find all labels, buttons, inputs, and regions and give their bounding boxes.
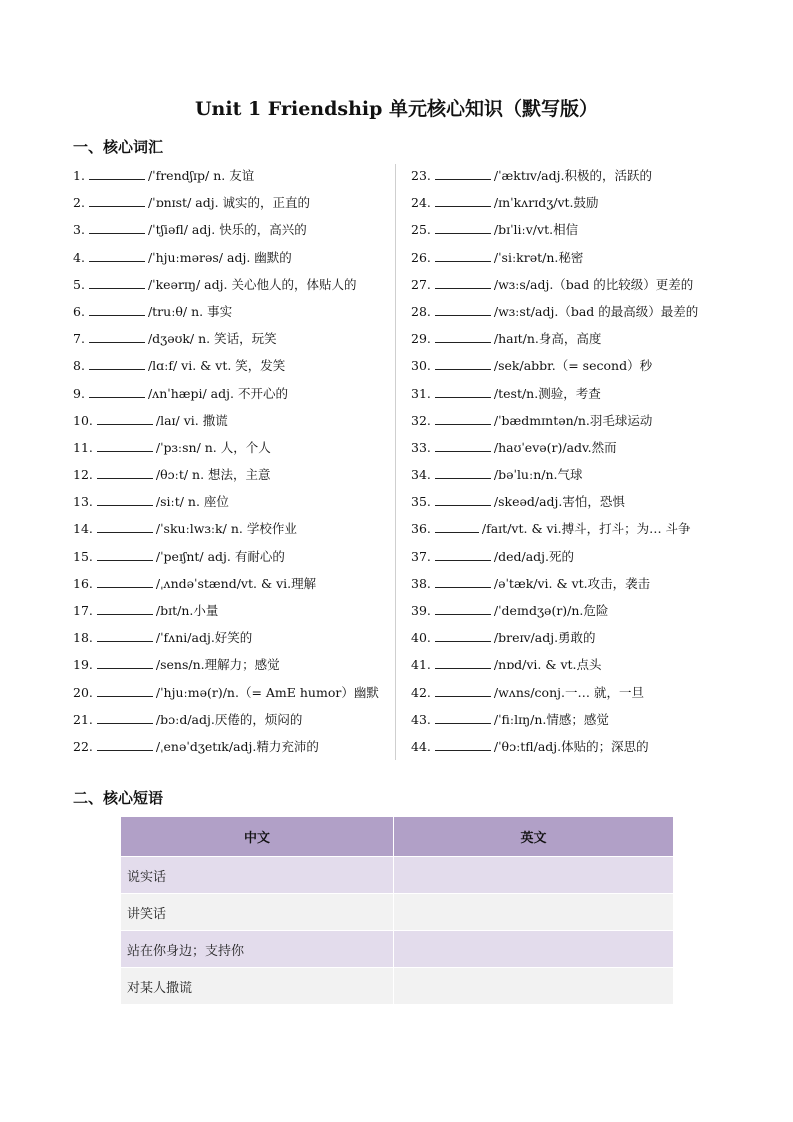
item-number: 27. — [411, 276, 431, 292]
item-definition: /ˈtʃiəfl/ adj. 快乐的，高兴的 — [147, 222, 307, 238]
answer-blank[interactable] — [435, 493, 491, 506]
vocabulary-item — [73, 220, 403, 247]
item-number: 31. — [411, 385, 431, 401]
item-number: 41. — [411, 657, 431, 673]
item-number: 10. — [73, 412, 93, 428]
item-number: 2. — [73, 195, 85, 211]
vocabulary-item — [73, 655, 403, 682]
item-definition: /ded/adj.死的 — [493, 548, 575, 564]
vocabulary-item — [411, 465, 741, 492]
item-definition: /ˈfʌni/adj.好笑的 — [155, 630, 253, 646]
vocabulary-item — [73, 737, 403, 764]
vocabulary-list-left — [73, 166, 403, 764]
item-number: 39. — [411, 603, 431, 618]
answer-blank[interactable] — [97, 439, 153, 452]
item-definition: /skeəd/adj.害怕，恐惧 — [493, 494, 625, 510]
item-definition: /ˈbædmɪntən/n.羽毛球运动 — [493, 412, 653, 428]
vocabulary-item — [411, 248, 741, 275]
item-number: 3. — [73, 222, 85, 238]
phrase-chinese-cell: 讲笑话 — [121, 894, 394, 931]
vocabulary-item — [73, 438, 403, 465]
item-number: 9. — [73, 385, 85, 401]
item-definition: /wʌns/conj.一… 就，一旦 — [493, 684, 644, 700]
vocabulary-item — [73, 356, 403, 383]
item-number: 1. — [73, 168, 85, 183]
vocabulary-item — [73, 519, 403, 546]
vocabulary-item — [73, 601, 403, 628]
vocabulary-item — [73, 302, 403, 329]
answer-blank[interactable] — [97, 520, 153, 533]
vocabulary-item — [411, 302, 741, 329]
answer-blank[interactable] — [435, 466, 491, 479]
answer-blank[interactable] — [97, 466, 153, 479]
phrase-english-cell[interactable] — [394, 931, 674, 968]
table-row — [121, 931, 674, 968]
item-definition: /ˈsiːkrət/n.秘密 — [493, 249, 584, 265]
vocabulary-item — [73, 465, 403, 492]
vocabulary-item — [411, 275, 741, 302]
answer-blank[interactable] — [435, 385, 491, 398]
vocabulary-item — [73, 275, 403, 302]
item-definition: /θɔːt/ n. 想法，主意 — [155, 467, 271, 483]
item-number: 21. — [73, 711, 93, 727]
answer-blank[interactable] — [435, 548, 491, 561]
phrase-chinese-cell: 说实话 — [121, 857, 394, 894]
answer-blank[interactable] — [97, 548, 153, 561]
item-number: 5. — [73, 276, 85, 292]
answer-blank[interactable] — [89, 303, 145, 316]
answer-blank[interactable] — [89, 357, 145, 370]
item-definition: /bɪˈliːv/vt.相信 — [493, 222, 579, 238]
vocabulary-item — [411, 166, 741, 193]
phrase-chinese-cell: 对某人撒谎 — [121, 968, 394, 1005]
vocabulary-item — [411, 329, 741, 356]
vocabulary-item — [411, 655, 741, 682]
item-definition: /siːt/ n. 座位 — [155, 494, 229, 510]
table-header-row — [121, 817, 674, 857]
item-definition: /wɜːs/adj.（bad 的比较级）更差的 — [493, 276, 694, 292]
answer-blank[interactable] — [89, 221, 145, 234]
item-number: 32. — [411, 412, 431, 428]
item-number: 38. — [411, 575, 431, 591]
item-definition: /haʊˈevə(r)/adv.然而 — [493, 439, 617, 455]
phrase-english-cell[interactable] — [394, 894, 674, 931]
item-number: 18. — [73, 630, 93, 646]
item-definition: /ˈpɜːsn/ n. 人，个人 — [155, 439, 271, 455]
answer-blank[interactable] — [435, 738, 491, 751]
answer-blank[interactable] — [89, 167, 145, 180]
answer-blank[interactable] — [435, 276, 491, 289]
item-definition: /sens/n.理解力；感觉 — [155, 657, 280, 673]
answer-blank[interactable] — [435, 167, 491, 180]
item-definition: /wɜːst/adj.（bad 的最高级）最差的 — [493, 303, 699, 319]
item-number: 44. — [411, 738, 431, 754]
vocabulary-list-right — [411, 166, 741, 764]
vocabulary-item — [73, 574, 403, 601]
item-definition: /ˈfiːlɪŋ/n.情感；感觉 — [493, 711, 609, 727]
vocabulary-item — [411, 384, 741, 411]
vocabulary-item — [73, 166, 403, 193]
table-row — [121, 894, 674, 931]
item-number: 25. — [411, 222, 431, 238]
item-number: 43. — [411, 711, 431, 727]
item-number: 19. — [73, 657, 93, 673]
item-number: 26. — [411, 249, 431, 265]
table-row — [121, 968, 674, 1005]
item-definition: /ʌnˈhæpi/ adj. 不开心的 — [147, 385, 288, 401]
answer-blank[interactable] — [97, 493, 153, 506]
answer-blank[interactable] — [435, 412, 491, 425]
answer-blank[interactable] — [435, 520, 479, 533]
item-definition: /faɪt/vt. & vi.搏斗，打斗；为… 斗争 — [481, 521, 691, 537]
answer-blank[interactable] — [435, 439, 491, 452]
answer-blank[interactable] — [97, 684, 153, 697]
table-row — [121, 857, 674, 894]
item-definition: /ˈæktɪv/adj.积极的，活跃的 — [493, 168, 652, 183]
item-number: 15. — [73, 548, 93, 564]
vocabulary-item — [73, 384, 403, 411]
vocabulary-item — [73, 248, 403, 275]
item-number: 11. — [73, 439, 93, 455]
item-number: 16. — [73, 575, 93, 591]
item-number: 12. — [73, 467, 93, 483]
item-definition: /nɒd/vi. & vt.点头 — [493, 657, 602, 673]
item-number: 37. — [411, 548, 431, 564]
item-definition: /ˈfrendʃɪp/ n. 友谊 — [147, 168, 255, 183]
item-definition: /ˈskuːlwɜːk/ n. 学校作业 — [155, 521, 297, 537]
answer-blank[interactable] — [89, 330, 145, 343]
item-definition: /sek/abbr.（= second）秒 — [493, 358, 653, 374]
item-number: 35. — [411, 494, 431, 510]
item-number: 29. — [411, 331, 431, 347]
item-number: 6. — [73, 303, 85, 319]
answer-blank[interactable] — [97, 602, 153, 615]
phrase-english-cell[interactable] — [394, 857, 674, 894]
item-number: 4. — [73, 249, 85, 265]
vocabulary-item — [73, 193, 403, 220]
answer-blank[interactable] — [97, 575, 153, 588]
item-definition: /əˈtæk/vi. & vt.攻击，袭击 — [493, 575, 651, 591]
answer-blank[interactable] — [435, 357, 491, 370]
vocabulary-item — [73, 492, 403, 519]
phrase-chinese-cell: 站在你身边；支持你 — [121, 931, 394, 968]
vocabulary-item — [73, 683, 403, 710]
item-number: 28. — [411, 303, 431, 319]
vocabulary-item — [411, 220, 741, 247]
section-heading-phrases: 二、核心短语 — [73, 789, 164, 807]
phrase-english-cell[interactable] — [394, 968, 674, 1005]
answer-blank[interactable] — [435, 656, 491, 669]
item-definition: /ˈpeɪʃnt/ adj. 有耐心的 — [155, 548, 285, 564]
item-number: 42. — [411, 684, 431, 700]
vocabulary-item — [411, 356, 741, 383]
item-definition: /breɪv/adj.勇敢的 — [493, 630, 596, 646]
vocabulary-item — [411, 683, 741, 710]
item-definition: /lɑːf/ vi. & vt. 笑，发笑 — [147, 358, 286, 374]
answer-blank[interactable] — [435, 711, 491, 724]
item-definition: /ˌenəˈdʒetɪk/adj.精力充沛的 — [155, 738, 319, 754]
column-header-chinese: 中文 — [121, 817, 394, 857]
vocabulary-item — [411, 547, 741, 574]
vocabulary-item — [411, 411, 741, 438]
item-definition: /ˈhjuːmə(r)/n.（= AmE humor）幽默 — [155, 684, 379, 700]
column-header-english: 英文 — [394, 817, 674, 857]
vocabulary-item — [73, 329, 403, 356]
answer-blank[interactable] — [435, 629, 491, 642]
phrases-table — [120, 816, 674, 1005]
vocabulary-item — [411, 737, 741, 764]
item-number: 40. — [411, 630, 431, 646]
answer-blank[interactable] — [435, 303, 491, 316]
item-definition: /truːθ/ n. 事实 — [147, 303, 233, 319]
vocabulary-item — [411, 710, 741, 737]
vocabulary-item — [411, 492, 741, 519]
item-definition: /bəˈluːn/n.气球 — [493, 467, 583, 483]
item-definition: /bɔːd/adj.厌倦的，烦闷的 — [155, 711, 303, 727]
answer-blank[interactable] — [89, 249, 145, 262]
item-number: 13. — [73, 494, 93, 510]
answer-blank[interactable] — [435, 575, 491, 588]
vocabulary-item — [411, 438, 741, 465]
vocabulary-item — [411, 193, 741, 220]
item-number: 20. — [73, 684, 93, 700]
item-number: 34. — [411, 467, 431, 483]
item-number: 33. — [411, 439, 431, 455]
answer-blank[interactable] — [89, 276, 145, 289]
item-number: 14. — [73, 521, 93, 537]
answer-blank[interactable] — [435, 249, 491, 262]
column-divider — [395, 164, 396, 760]
vocabulary-item — [411, 519, 741, 546]
answer-blank[interactable] — [435, 221, 491, 234]
item-number: 22. — [73, 738, 93, 754]
answer-blank[interactable] — [435, 330, 491, 343]
item-number: 36. — [411, 521, 431, 537]
answer-blank[interactable] — [89, 385, 145, 398]
answer-blank[interactable] — [97, 738, 153, 751]
item-definition: /ˈhjuːmərəs/ adj. 幽默的 — [147, 249, 292, 265]
item-definition: /dʒəʊk/ n. 笑话，玩笑 — [147, 331, 277, 347]
answer-blank[interactable] — [97, 711, 153, 724]
item-definition: /ˈdeɪndʒə(r)/n.危险 — [493, 603, 609, 618]
vocabulary-item — [411, 628, 741, 655]
answer-blank[interactable] — [97, 412, 153, 425]
item-definition: /haɪt/n.身高，高度 — [493, 331, 602, 347]
item-definition: /bɪt/n.小量 — [155, 603, 219, 618]
section-heading-vocabulary: 一、核心词汇 — [73, 138, 164, 156]
item-number: 24. — [411, 195, 431, 211]
vocabulary-item — [411, 601, 741, 628]
answer-blank[interactable] — [97, 629, 153, 642]
item-definition: /ˈθɔːtfl/adj.体贴的；深思的 — [493, 738, 649, 754]
item-number: 7. — [73, 331, 85, 347]
item-number: 17. — [73, 603, 93, 618]
item-definition: /ˈkeərɪŋ/ adj. 关心他人的，体贴人的 — [147, 276, 357, 292]
item-definition: /ˌʌndəˈstænd/vt. & vi.理解 — [155, 575, 317, 591]
vocabulary-item — [73, 411, 403, 438]
answer-blank[interactable] — [97, 656, 153, 669]
answer-blank[interactable] — [435, 194, 491, 207]
item-number: 8. — [73, 358, 85, 374]
item-definition: /ˈɒnɪst/ adj. 诚实的，正直的 — [147, 195, 311, 211]
item-number: 23. — [411, 168, 431, 183]
answer-blank[interactable] — [435, 684, 491, 697]
item-definition: /ɪnˈkʌrɪdʒ/vt.鼓励 — [493, 195, 599, 211]
item-definition: /laɪ/ vi. 撒谎 — [155, 412, 228, 428]
vocabulary-item — [73, 628, 403, 655]
item-definition: /test/n.测验，考查 — [493, 385, 601, 401]
answer-blank[interactable] — [435, 602, 491, 615]
vocabulary-item — [411, 574, 741, 601]
item-number: 30. — [411, 358, 431, 374]
answer-blank[interactable] — [89, 194, 145, 207]
vocabulary-item — [73, 710, 403, 737]
vocabulary-item — [73, 547, 403, 574]
page-title: Unit 1 Friendship 单元核心知识（默写版） — [194, 98, 599, 120]
